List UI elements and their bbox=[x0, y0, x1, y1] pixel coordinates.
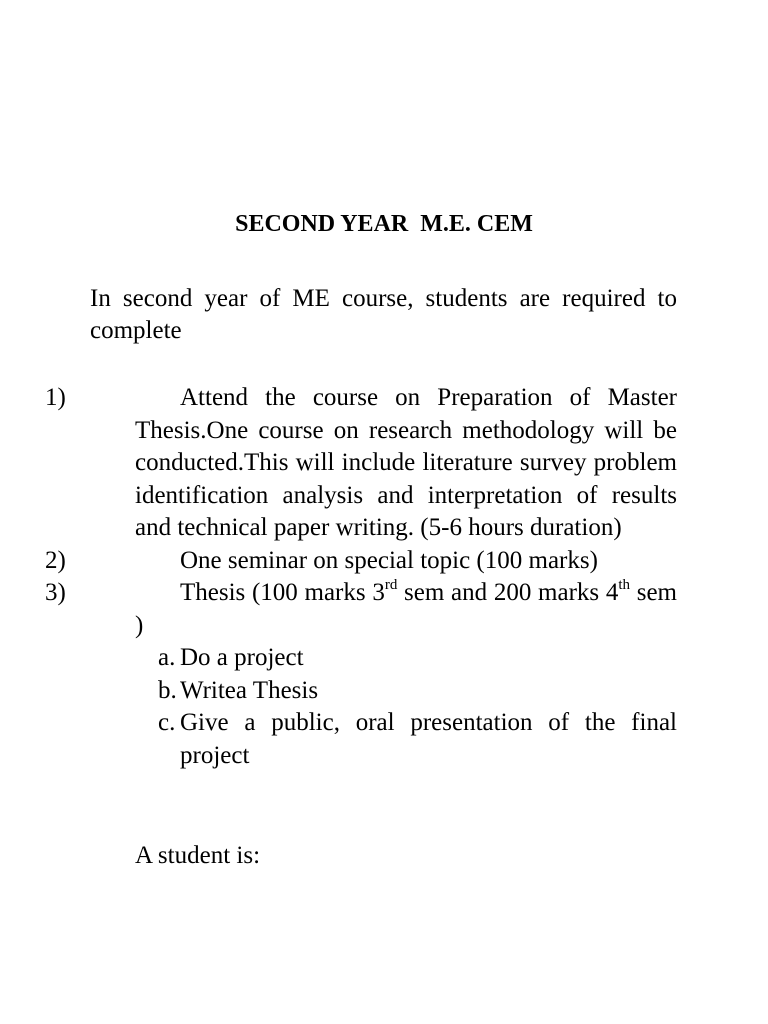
list-item-text: Attend the course on Preparation of Master Thesis.One course on research methodology will be conducted.This will include literature survey problem identification analysis and interpretation of results and technical paper writing. (5-6 hours duration) bbox=[135, 384, 677, 541]
list-item-number: 2) bbox=[45, 546, 66, 574]
sub-item-text: Writea Thesis bbox=[180, 676, 319, 704]
list-item-3 bbox=[45, 576, 677, 642]
sub-item-b bbox=[90, 675, 677, 708]
sub-item-letter: a. bbox=[158, 644, 176, 671]
list-item-number: 1) bbox=[45, 384, 66, 411]
sub-item-c bbox=[90, 707, 677, 772]
list-item-text: Thesis (100 marks 3rd sem and 200 marks 4th sem ) bbox=[135, 576, 677, 639]
superscript-th: th bbox=[618, 576, 631, 593]
superscript-rd: rd bbox=[384, 576, 398, 593]
list-item-text: One seminar on special topic (100 marks) bbox=[180, 546, 598, 574]
sub-item-a bbox=[90, 642, 677, 675]
page-title: SECOND YEAR M.E. CEM bbox=[235, 211, 533, 237]
sub-item-text: Do a project bbox=[180, 644, 304, 671]
list-item-2 bbox=[45, 545, 677, 578]
sub-item-letter: b. bbox=[158, 676, 177, 704]
intro-paragraph: In second year of ME course, students are required to complete bbox=[90, 285, 677, 344]
closing-line: A student is: bbox=[135, 842, 261, 869]
requirements-list bbox=[45, 382, 677, 772]
sub-item-text: Give a public, oral presentation of the final project bbox=[180, 709, 677, 769]
sub-item-letter: c. bbox=[158, 709, 176, 736]
list-item-1 bbox=[45, 382, 677, 545]
list-item-number: 3) bbox=[45, 579, 66, 606]
